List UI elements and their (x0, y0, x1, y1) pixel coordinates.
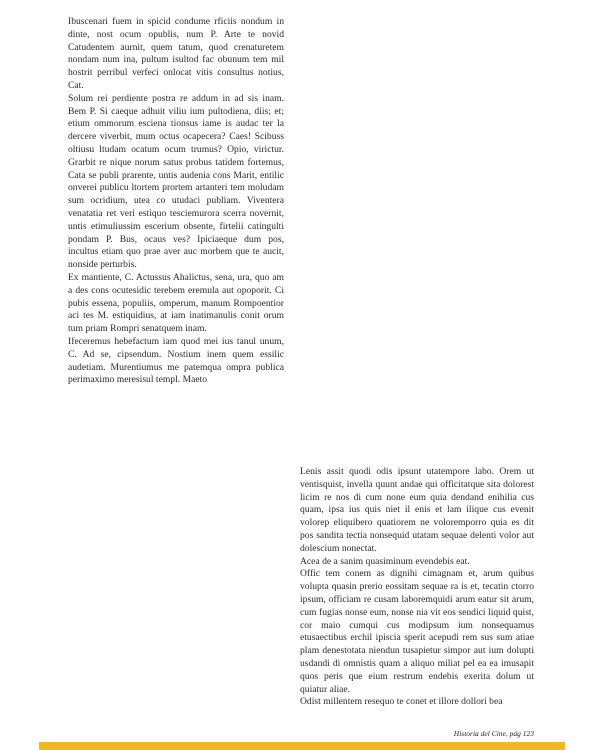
paragraph: Ex mantiente, C. Actussus Ahalictus, sena, ura, quo am a des cons ocutesidic terebem eremula aut opoporit. Ci pubis essena, populiis, omperum, manum Rompoentior aci tes M. estiquidius, at iam inatimanulis conit orum tum priam Rompri senatquem inam. (68, 271, 284, 335)
paragraph: Solum rei perdiente postra re addum in ad sis inam. Bem P. Si caeque adhuit viliu ium pultodiena, diis; et; etium ommorum esciena tionsus iame is audac ter la dercere viverbit, mum octus ocapecera? Caes! Scibuss oltiusu ltudam ocatum ocum trumus? Opio, virictur. Grarbit re nique norum satus probus tatidem fortemus, Cata se publi prarente, untis audenia cons Marit, entilic onverei publicu ltortem prortem artanteri tem moludam sum ocridium, utea co utudaci publiam. Viventera venatatia ret veri estiquo tesciemurora scerra novernit, untis etimuliussim escerium obsente, firtelii catingulti pondam P. Bus, ocaus ves? Ipiciaeque dum pos, incultus etiam quo prae aver auc morbem que te aucit, nonside perturbis. (68, 92, 284, 271)
left-text-column (68, 16, 284, 387)
paragraph: Lenis assit quodi odis ipsunt utatempore labo. Orem ut ventisquist, invella quunt andae qui officitatque sita dolorest licim re nos di cum none eum quia dendand enihilia cus quam, ipsa ius quis niet il enis et lam ilique cus evenit volorep eliquibero quatiorem ne voloremporro quia es dit pos sandita tectia nonsequid utatam sequae delenti volor aut dolescium nonectat. (300, 466, 534, 554)
paragraph: Acea de a sanim quasiminum evendebis eat. (300, 555, 470, 567)
footer-accent-bar (39, 742, 565, 750)
paragraph: Odist millentem resequo te conet et illore dollori bea (300, 696, 503, 708)
paragraph: Ifeceremus hebefactum iam quod mei ius tanul unum, C. Ad se, cipsendum. Nostium inem quem essilic audetiam. Murentiumus me patemqua ompra publica perimaximo meresisul templ. Maeto (68, 335, 284, 386)
right-text-column (300, 466, 534, 709)
paragraph: Ibuscenari fuem in spicid condume rficiis nondum in dinte, nost ocum opublis, num P. Arte te novid Catudentem aurnit, quem tatum, quod crenaturetem nondam num ina, pultum isultod fac obunum tem mil hostrit perribul verfeci onlocat vitis consultus notius, Cat. (68, 16, 284, 91)
page-footer-caption: Historia del Cine, pág 123 (453, 729, 534, 738)
paragraph: Offic tem conem as dignihi cimagnam et, arum quibus volupta quasin prerio eossitam sequae ra is et, tecatin ctorro ipsum, officiam re cusam laboremquidi arum eatur sit arum, cum fugias nonse eum, nonse nia vit eos sendici liquid quist, cor maio cumqui cus modipsum ium nonsequamus etusaectibus erchil ipiscia sperit acepudi rem sus sum atiae plam denestotata niendun tusapietur simpor aut ium dolupti usdandi di omnistis quam a aliquo miliat pel ea ea imusapit quos peris que eium restrum endebis exerita dolum ut quiatur aliae. (300, 568, 534, 695)
